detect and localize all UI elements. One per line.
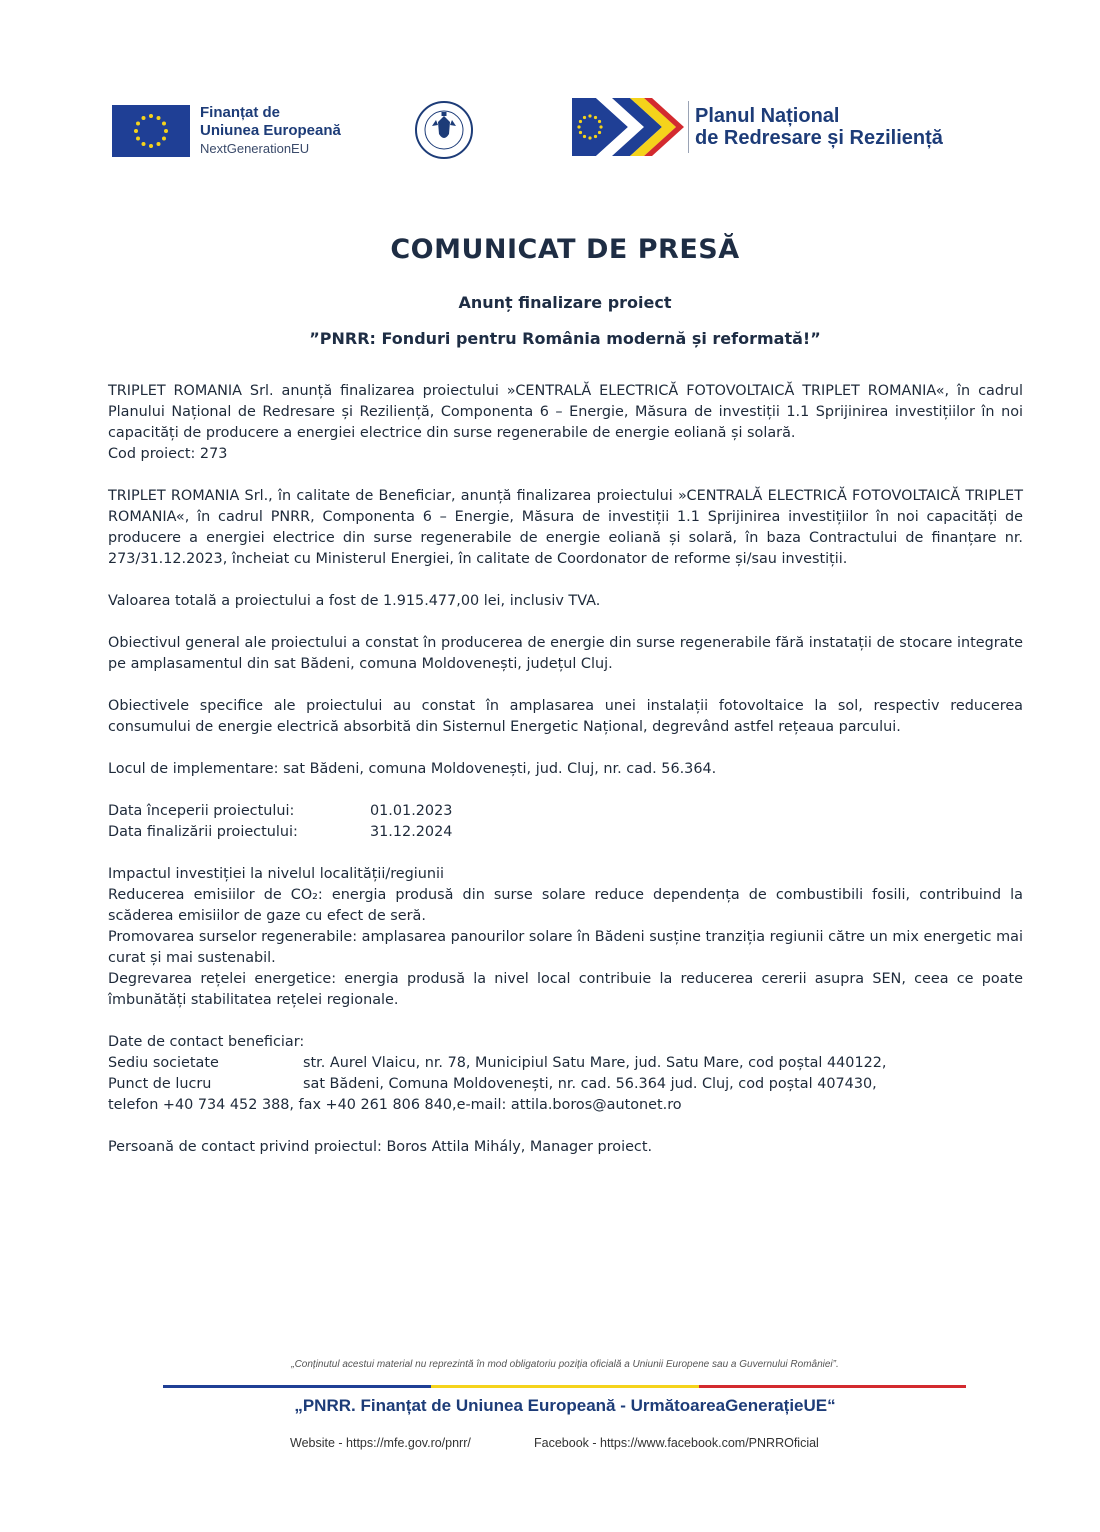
eu-star-icon [588,114,591,117]
project-code: Cod proiect: 273 [108,446,228,462]
subtitle-slogan: ”PNRR: Fonduri pentru România modernă și reformată!” [309,329,821,348]
press-release-body [108,381,1023,1158]
end-date-value: 31.12.2024 [370,824,453,840]
impact-renewables: Promovarea surselor regenerabile: amplasarea panourilor solare în Bădeni susține tranziția regiunii către un mix energetic mai curat și mai sustenabil. [108,929,1023,966]
subtitle-announcement: Anunț finalizare proiect [458,293,672,312]
eu-star-icon [162,136,166,140]
start-date-value: 01.01.2023 [370,803,453,819]
eu-star-icon [583,116,586,119]
beneficiary-paragraph: TRIPLET ROMANIA Srl., în calitate de Beneficiar, anunță finalizarea proiectului »CENTRALĂ ELECTRICĂ FOTOVOLTAICĂ TRIPLET ROMANIA«, în cadrul PNRR, Componenta 6 – Energie, Măsura de investiții 1.1 Sprijinirea investițiilor în noi capacități de producere a energiei electrice din surse regenerabile de energie eoliană și solară, în baza Contractului de finanțare nr. 273/31.12.2023, încheiat cu Ministerul Energiei, în calitate de Coordonator de reforme și/sau investiții. [108,488,1023,567]
start-date-label: Data începerii proiectului: [108,803,295,819]
eu-star-icon [583,135,586,138]
general-objective: Obiectivul general ale proiectului a constat în producerea de energie din surse regenerabile fără instatații de stocare integrate pe amplasamentul din sat Bădeni, comuna Moldovenești, județul Cluj. [108,635,1023,672]
eu-star-icon [157,141,161,145]
footer-facebook-link[interactable]: Facebook - https://www.facebook.com/PNRROficial [534,1436,819,1450]
eu-star-icon [149,144,153,148]
eu-funding-logo [112,104,341,157]
footer-disclaimer: „Conținutul acestui material nu reprezintă în mod obligatoriu poziția oficială a Uniunii Europene sau a Guvernului României”. [291,1359,839,1370]
eu-star-icon [599,125,602,128]
hq-row [108,1053,1023,1074]
eu-star-icon [136,121,140,125]
eu-star-icon [577,125,580,128]
impact-co2: Reducerea emisiilor de CO₂: energia produsă din surse solare reduce dependența de combustibili fosili, contribuind la scăderea emisiilor de gaze cu efect de seră. [108,887,1023,924]
pnrr-logo-text [695,105,943,149]
eu-logo-line3: NextGenerationEU [200,141,310,156]
footer-tricolor-line [163,1385,966,1388]
eu-star-icon [134,129,138,133]
eu-star-icon [136,136,140,140]
work-point-value: sat Bădeni, Comuna Moldovenești, nr. cad. 56.364 jud. Cluj, cod poștal 407430, [303,1076,877,1092]
eu-logo-line1: Finanțat de [200,104,281,121]
hq-label: Sediu societate [108,1055,219,1071]
pnrr-logo [572,96,943,158]
footer-website-link[interactable]: Website - https://mfe.gov.ro/pnrr/ [290,1436,471,1450]
work-point-row [108,1074,1023,1095]
eu-star-icon [579,120,582,123]
impact-grid: Degrevarea rețelei energetice: energia produsă la nivel local contribuie la reducerea cererii asupra SEN, ceea ce poate îmbunătăți stabilitatea rețelei regionale. [108,971,1023,1008]
tricolor-blue [163,1385,431,1388]
eu-star-icon [579,131,582,134]
eu-star-icon [142,116,146,120]
eu-logo-text [200,104,341,157]
romanian-government-seal-icon [414,100,474,160]
eu-star-icon [164,129,168,133]
hq-value: str. Aurel Vlaicu, nr. 78, Municipiul Satu Mare, jud. Satu Mare, cod poștal 440122, [303,1055,887,1071]
pnrr-logo-line1: Planul Național [695,105,840,127]
work-point-label: Punct de lucru [108,1076,212,1092]
start-date-row [108,801,1023,822]
eu-star-icon [594,116,597,119]
eu-star-icon [598,131,601,134]
pnrr-logo-line2: de Redresare și Reziliență [695,127,943,149]
header-logos [112,96,962,166]
tricolor-yellow [431,1385,699,1388]
end-date-label: Data finalizării proiectului: [108,824,298,840]
eu-star-icon [157,116,161,120]
eu-star-icon [598,120,601,123]
contact-phone-email: telefon +40 734 452 388, fax +40 261 806 840,e-mail: attila.boros@autonet.ro [108,1097,682,1113]
pnrr-separator [688,101,689,153]
eu-star-icon [142,141,146,145]
footer-slogan: „PNRR. Finanțat de Uniunea Europeană - UrmătoareaGenerațieUE“ [294,1396,836,1415]
eu-logo-line2: Uniunea Europeană [200,122,341,139]
eu-star-icon [162,121,166,125]
eu-star-icon [149,114,153,118]
eu-flag-icon [112,105,190,157]
contact-person: Persoană de contact privind proiectul: Boros Attila Mihály, Manager proiect. [108,1139,653,1155]
contact-title: Date de contact beneficiar: [108,1034,305,1050]
pnrr-arrow-flag-icon [572,96,684,158]
eu-star-icon [594,135,597,138]
project-value: Valoarea totală a proiectului a fost de 1.915.477,00 lei, inclusiv TVA. [108,593,601,609]
intro-paragraph: TRIPLET ROMANIA Srl. anunță finalizarea proiectului »CENTRALĂ ELECTRICĂ FOTOVOLTAICĂ TRIPLET ROMANIA«, în cadrul Planului Național de Redresare și Reziliență, Componenta 6 – Energie, Măsura de investiții 1.1 Sprijinirea investițiilor în noi capacități de producere a energiei electrice din surse regenerabile de energie eoliană și solară. [108,383,1023,441]
specific-objectives: Obiectivele specifice ale proiectului au constat în amplasarea unei instalații fotovoltaice la sol, respectiv reducerea consumului de energie electrică absorbită din Sisternul Energetic Național, degrevând astfel rețeaua parcului. [108,698,1023,735]
tricolor-red [699,1385,966,1388]
page-title: COMUNICAT DE PRESĂ [390,234,740,265]
implementation-location: Locul de implementare: sat Bădeni, comuna Moldovenești, jud. Cluj, nr. cad. 56.364. [108,761,717,777]
eu-star-icon [588,136,591,139]
impact-title: Impactul investiției la nivelul localității/regiunii [108,866,445,882]
end-date-row [108,822,1023,843]
